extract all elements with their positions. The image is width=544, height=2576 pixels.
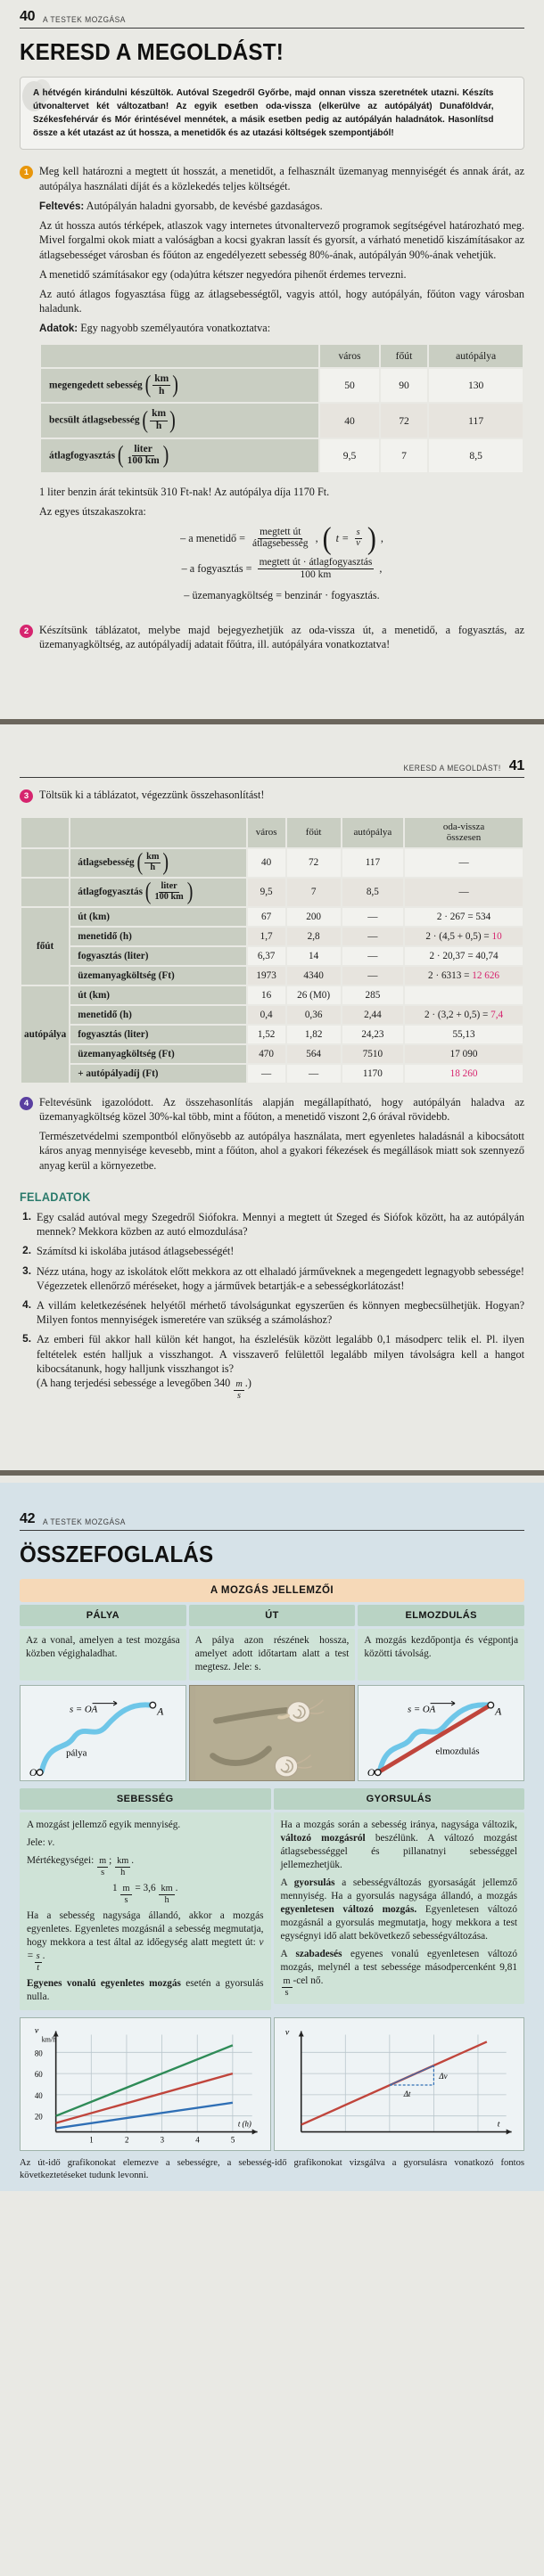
cell-value: — <box>342 908 403 926</box>
unit-km-per-h: $\frac{km}{h}$ <box>161 1884 173 1905</box>
table-row <box>41 439 523 472</box>
column-text-palya: Az a vonal, amelyen a test mozgása közben végighaladhat. <box>20 1629 186 1681</box>
g-p3-a: A <box>280 1949 296 1960</box>
cell-value: 9,5 <box>248 879 285 906</box>
row-label-menetido: menetidő (h) <box>70 1006 245 1024</box>
row-label-uzemanyagkoltseg: üzemanyagköltség (Ft) <box>70 967 245 985</box>
running-head-40 <box>20 9 524 29</box>
step-number-badge: 2 <box>20 625 33 638</box>
item-text-body: Az emberi fül akkor hall külön két hangot, ha észlelésük között legalább 0,1 másodperc telik el. Pl. ilyen feltételek estén halljuk a visszhangot. A visszaverő felülettől legalább milyen távolságra kell a hangot kibocsátanunk, hogy halljunk visszhangot is? <box>37 1333 524 1375</box>
label-vector: s = OA <box>70 1704 98 1715</box>
step-2-paragraph: Készítsünk táblázatot, melybe majd bejegyezhetjük az oda-vissza út, a menetidő, a fogyasztás, az üzemanyagköltség, az autópályadíj adatait főútra, ill. autópályára vonatkoztatva! <box>39 623 524 650</box>
column-text-elmozdulas: A mozgás kezdőpontja és végpontja közötti távolság. <box>358 1629 524 1681</box>
x-tick-1: 1 <box>89 2135 94 2145</box>
cell-value: 40 <box>320 404 378 437</box>
cell-value: — <box>342 947 403 965</box>
step-4 <box>20 1095 524 1178</box>
cell-total <box>405 986 523 1004</box>
cell-value: — <box>342 928 403 945</box>
summary-graphs <box>20 2017 524 2151</box>
cell-value: 117 <box>429 404 523 437</box>
step-4-paragraph-2: Természetvédelmi szempontból előnyösebb az autópálya használata, mert egyenletes haladásnál a kibocsátott káros anyag mennyisége kevesebb, mint a főúton, ahol a gyakori fékezések és megállások miatt sok szennyező anyag kerül a környezetbe. <box>39 1130 524 1172</box>
row-label-menetido: menetidő (h) <box>70 928 245 945</box>
item-text: Nézz utána, hogy az iskolátok előtt mekkora az ott elhaladó járműveknek a megengedett legnagyobb sebessége! Végezzetek ellenőrző méréseket, hogy a járművek betartják-e a sebességkorlátozást! <box>37 1264 524 1292</box>
cell-value: 4340 <box>287 967 341 985</box>
step-1-data-lead <box>39 321 524 335</box>
row-label-text: becsült átlagsebesség <box>49 414 140 426</box>
cell-total <box>405 947 523 965</box>
step-1 <box>20 164 524 609</box>
unit-m-per-s: $\frac{m}{s}$ <box>283 1976 291 1998</box>
cell-value: 0,4 <box>248 1006 285 1024</box>
cell-value: 285 <box>342 986 403 1004</box>
x-tick-4: 4 <box>195 2135 200 2145</box>
cell-value: 8,5 <box>429 439 523 472</box>
speed-acceleration-columns <box>20 1788 524 2010</box>
eq-mid: = 3,6 <box>135 1883 156 1894</box>
header-line-1: oda-vissza <box>442 822 485 833</box>
cell-total <box>405 1006 523 1024</box>
step-1-assumption <box>39 199 524 213</box>
list-item <box>20 1264 524 1293</box>
unit-liter-per-100km: ( $\frac{\text{liter}}{100 km}$ ) <box>117 441 169 469</box>
formula-fraction: $\frac{\text{megtett út · átlagfogyasztás}}{100 km}$ <box>259 557 373 580</box>
group-spacer-cell <box>21 879 69 906</box>
palya-diagram-svg <box>21 1686 185 1780</box>
row-label-uzemanyagkoltseg: üzemanyagköltség (Ft) <box>70 1045 245 1063</box>
units-label: Mértékegységei: <box>27 1855 97 1867</box>
g-p3-b: szabadesés <box>295 1949 342 1960</box>
cell-value: 1170 <box>342 1065 403 1083</box>
item-number: 3. <box>22 1263 31 1277</box>
cell-total <box>405 1065 523 1083</box>
column-header-varos: város <box>248 818 285 847</box>
y-axis-label: v <box>34 2025 39 2036</box>
row-label-fogyasztas: fogyasztás (liter) <box>70 1026 245 1043</box>
close-paren: ) <box>367 521 376 556</box>
g-p1-a: Ha a mozgás során a sebesség iránya, nagysága változik, <box>280 1820 517 1831</box>
cell-value: 117 <box>342 849 403 877</box>
item-text: A villám keletkezésének helyétől mérhető távolságunkat egyszerűen és könnyen megbecsülhetjük. Hogyan? Milyen fontos mennyiségek ismeretére van szükség a számoláshoz? <box>37 1298 524 1327</box>
page-title: ÖSSZEFOGLALÁS <box>20 1541 214 1568</box>
g-p2-e: Egyenletesen változó mozgásnál a gyorsulás megmutatja, hogy mekkora a test egységnyi idő alatt bekövetkező sebességváltozása. <box>280 1904 518 1942</box>
cell-value: 2,8 <box>287 928 341 945</box>
table-row <box>41 369 523 402</box>
summary-column-sebesseg <box>20 1788 271 2010</box>
table-header-row <box>41 345 523 367</box>
group-label-autopalya: autópálya <box>21 986 69 1083</box>
cell-value: 470 <box>248 1045 285 1063</box>
column-header-ut: ÚT <box>189 1605 356 1626</box>
row-label-text: átlagfogyasztás <box>78 886 143 897</box>
column-header-autopalya: autópálya <box>429 345 523 367</box>
chapter-name: A TESTEK MOZGÁSA <box>43 14 127 24</box>
page-title: KERESD A MEGOLDÁST! <box>20 38 284 65</box>
step-3 <box>20 788 524 807</box>
group-spacer-cell <box>21 849 69 877</box>
y-axis-unit: km/h <box>41 2035 57 2044</box>
cell-value: 1,52 <box>248 1026 285 1043</box>
cell-value: 6,37 <box>248 947 285 965</box>
figure-palya <box>20 1685 186 1781</box>
summary-column-ut <box>189 1605 356 1781</box>
row-label-text: átlagsebesség <box>78 856 135 868</box>
step-2 <box>20 623 524 657</box>
cell-value: — <box>405 879 523 906</box>
chapter-name: KERESD A MEGOLDÁST! <box>403 764 501 773</box>
unit-liter-per-100km: ( $\frac{\text{liter}}{100 km}$ ) <box>144 878 194 905</box>
column-header-autopalya: autópálya <box>342 818 403 847</box>
cell-value: 564 <box>287 1045 341 1063</box>
cell-value: 130 <box>429 369 523 402</box>
open-paren: ( <box>322 521 332 556</box>
path-curve <box>42 1705 151 1771</box>
figure-snail-trails-photo <box>189 1685 356 1781</box>
group-label-foul: főút <box>21 908 69 985</box>
item-note-pre: (A hang terjedési sebessége a levegőben 340 <box>37 1377 234 1390</box>
y-tick-80: 80 <box>34 2049 43 2058</box>
cell-value: 9,5 <box>320 439 378 472</box>
total-highlight: 7,4 <box>490 1009 504 1020</box>
page-42 <box>0 1483 544 2191</box>
formula-text: – üzemanyagköltség = benzinár · fogyasztás. <box>184 588 380 601</box>
g-p2-a: A <box>280 1877 294 1889</box>
data-label-rest: Egy nagyobb személyautóra vonatkoztatva: <box>78 322 271 335</box>
y-tick-20: 20 <box>34 2112 43 2122</box>
sebesseg-p5 <box>27 1977 264 2004</box>
label-a: A <box>495 1705 502 1718</box>
cell-value: 26 (M0) <box>287 986 341 1004</box>
gyorsulas-p1 <box>281 1819 518 1872</box>
cell-value: 1,82 <box>287 1026 341 1043</box>
velocity-time-graph-right <box>275 2018 524 2150</box>
g-p2-d: egyenletesen változó mozgás. <box>280 1904 417 1916</box>
fuel-price-note: 1 liter benzin árát tekintsük 310 Ft-nak! Az autópálya díja 1170 Ft. <box>39 486 330 499</box>
total-highlight: 10 <box>491 930 502 942</box>
summary-band-title: A MOZGÁS JELLEMZŐI <box>20 1579 524 1602</box>
sebesseg-units: Mértékegységei: $\frac{m}{s}$ ; $\frac{km}{h}$ . <box>27 1855 135 1877</box>
row-label-ut: út (km) <box>70 908 245 926</box>
fraction-s-over-t: $\frac{s}{t}$ <box>36 1951 40 1973</box>
total-text: 17 090 <box>449 1048 478 1059</box>
header-line-2: összesen <box>446 832 482 844</box>
gyorsulas-p3 <box>281 1948 518 1998</box>
cell-value: 8,5 <box>342 879 403 906</box>
cell-value: 14 <box>287 947 341 965</box>
symbol-label: Jele: <box>27 1837 48 1849</box>
results-table <box>20 816 524 1084</box>
formula-alt-left: t = <box>335 531 350 544</box>
table-row <box>21 1065 523 1083</box>
total-text: 2 · 20,37 = 40,74 <box>429 950 499 961</box>
cell-value: 90 <box>381 369 428 402</box>
table-row <box>41 404 523 437</box>
step-1-paragraph-1: Meg kell határozni a megtett út hosszát, a menetidőt, a felhasznált üzemanyag mennyiségét és annak árát, az autópálya használati díját és a közlekedés teljes költségét. <box>39 165 524 192</box>
item-number: 5. <box>22 1332 31 1345</box>
graph-left-container <box>20 2017 271 2151</box>
table-header-row <box>21 818 523 847</box>
g-p3-c: egyenes vonalú egyenletesen változó mozgás, melynél a test sebessége másodpercenként 9,81 <box>280 1949 517 1974</box>
point-o-marker-icon <box>37 1770 43 1776</box>
elmozdulas-diagram-svg <box>359 1686 523 1780</box>
x-axis-label: t (h) <box>237 2119 251 2129</box>
sebesseg-p5-bold: Egyenes vonalú egyenletes mozgás <box>27 1978 181 1990</box>
label-path-name: pálya <box>66 1747 87 1759</box>
cell-value: 72 <box>287 849 341 877</box>
cell-value: — <box>342 967 403 985</box>
row-label-text: átlagfogyasztás <box>49 450 116 462</box>
table-row <box>21 1026 523 1043</box>
annotation-delta-v: Δv <box>438 2072 448 2081</box>
table-corner-cell <box>21 818 69 847</box>
cell-value: 50 <box>320 369 378 402</box>
step-1-paragraph-3: A menetidő számításakor egy (oda)útra kétszer negyedóra pihenőt érdemes tervezni. <box>39 267 407 281</box>
g-p1-b: változó mozgásról <box>280 1833 366 1844</box>
row-label-atlagfogyasztas <box>41 439 318 472</box>
table-row <box>21 986 523 1004</box>
table-row <box>21 1006 523 1024</box>
total-text: 55,13 <box>452 1028 475 1040</box>
y-tick-40: 40 <box>34 2091 43 2101</box>
label-displacement-name: elmozdulás <box>435 1746 480 1757</box>
symbol-period: . <box>52 1837 55 1849</box>
unit-km-per-h: ( $\frac{km}{h}$ ) <box>144 372 178 398</box>
table-row <box>21 849 523 877</box>
item-note-post: .) <box>244 1377 251 1390</box>
sebesseg-symbol <box>27 1836 264 1850</box>
sebesseg-conversion-equation: 1 $\frac{m}{s}$ = 3,6 $\frac{km}{h}$ . <box>112 1883 178 1905</box>
intro-callout-text: A hétvégén kirándulni készültök. Autóval Szegedről Győrbe, majd onnan vissza szeretnétek utazni. Készíts útvonaltervet két változatban! Az egyik esetben oda-vissza (elkerülve az autópályát) Dunaföldvár, Székesfehérvár és Mór érintésével mennétek, a másik esetben pedig az autópályán haladnátok. Hasonlítsd össze a két utazást az út hossza, a menetidők és az utazási költségek szempontjából! <box>33 88 494 139</box>
table-row <box>21 947 523 965</box>
x-tick-5: 5 <box>230 2135 235 2145</box>
exercises-list <box>20 1210 524 1401</box>
y-tick-60: 60 <box>34 2070 43 2080</box>
cell-value: 24,23 <box>342 1026 403 1043</box>
step-4-paragraph-1: Feltevésünk igazolódott. Az összehasonlítás alapján megállapítható, hogy autópályán haladva az üzemanyagköltség közel 30%-kal több, mint a főúton, a menetidő viszont 2,6 órával rövidebb. <box>39 1095 524 1123</box>
row-label-becsult-atlagsebesseg <box>41 404 318 437</box>
page-separator <box>0 1470 544 1476</box>
formula-comma: , <box>379 562 383 576</box>
item-text <box>37 1332 524 1401</box>
total-highlight: 12 626 <box>472 969 500 981</box>
cell-value: 67 <box>248 908 285 926</box>
assumption-text: Autópályán haladni gyorsabb, de kevésbé gazdaságos. <box>84 199 323 212</box>
column-header-foul: főút <box>381 345 428 367</box>
label-a: A <box>157 1705 164 1718</box>
y-axis-label: v <box>284 2027 289 2038</box>
row-label-fogyasztas: fogyasztás (liter) <box>70 947 245 965</box>
unit-km-per-h: ( $\frac{km}{h}$ ) <box>142 406 176 434</box>
cell-value: 7 <box>287 879 341 906</box>
graph-right-container <box>274 2017 525 2151</box>
row-label-ut: út (km) <box>70 986 245 1004</box>
symbol-v: v <box>47 1837 53 1849</box>
table-row <box>21 928 523 945</box>
gyorsulas-p2 <box>281 1877 518 1943</box>
cell-value: 1973 <box>248 967 285 985</box>
list-item <box>20 1210 524 1239</box>
x-axis-label: t <box>497 2119 500 2130</box>
point-a-marker-icon <box>150 1702 156 1708</box>
x-tick-3: 3 <box>160 2135 165 2145</box>
unit-m-per-s: $\frac{m}{s}$ <box>122 1884 130 1905</box>
formula-fraction: $\frac{\text{megtett út}}{\text{átlagsebesség}}$ <box>251 526 309 550</box>
table-row <box>21 1045 523 1063</box>
cell-value: 40 <box>248 849 285 877</box>
g-p2-c: a sebességváltozás gyorsaságát jellemző mennyiség. Ha a gyorsulás nagysága állandó, a mozgás <box>280 1877 518 1902</box>
annotation-delta-t: Δt <box>403 2089 410 2099</box>
total-text: 2 · 267 = 534 <box>436 911 491 922</box>
formula-comma: , <box>380 531 383 544</box>
formula-comma: , <box>315 531 318 544</box>
cell-total <box>405 928 523 945</box>
unit-m-per-s: $\frac{m}{s}$ <box>235 1379 243 1401</box>
step-3-paragraph: Töltsük ki a táblázatot, végezzünk összehasonlítást! <box>39 788 265 801</box>
parameters-table <box>39 343 524 474</box>
row-label-autopalyadij: + autópályadíj (Ft) <box>70 1065 245 1083</box>
step-1-paragraph-4: Az autó átlagos fogyasztása függ az átlagsebességtől, vagyis attól, hogy autópályán, főúton vagy városban haladunk. <box>39 288 524 315</box>
unit-m-per-s: $\frac{m}{s}$ <box>99 1856 107 1877</box>
list-item <box>20 1298 524 1327</box>
column-header-sebesseg: SEBESSÉG <box>20 1788 271 1810</box>
cell-value: — <box>287 1065 341 1083</box>
summary-column-gyorsulas <box>274 1788 525 2010</box>
column-header-palya: PÁLYA <box>20 1605 186 1626</box>
g-p2-b: gyorsulás <box>293 1877 335 1889</box>
sebesseg-p4-text: Ha a sebesség nagysága állandó, akkor a mozgás egyenletes. Egyenletes mozgásnál a sebesség megmutatja, hogy mekkora a test által az időegység alatt megtett út: <box>27 1910 264 1949</box>
summary-column-palya <box>20 1605 186 1781</box>
displacement-vector <box>380 1706 490 1772</box>
cell-value: 0,36 <box>287 1006 341 1024</box>
formula-travel-time <box>39 521 524 556</box>
cell-total <box>405 1026 523 1043</box>
step-number-badge: 1 <box>20 166 33 179</box>
formula-alt-fraction: $\frac{s}{v}$ <box>356 527 360 549</box>
table-row <box>21 879 523 906</box>
cell-value: 200 <box>287 908 341 926</box>
cell-total <box>405 967 523 985</box>
cell-value: — <box>248 1065 285 1083</box>
sebesseg-p5-rest: esetén a gyorsulás nulla. <box>27 1978 264 2003</box>
item-text: Számítsd ki iskolába jutásod átlagsebességét! <box>37 1245 235 1258</box>
formula-label: – a menetidő = <box>180 531 245 544</box>
intro-callout <box>20 77 524 150</box>
point-a-marker-icon <box>488 1702 494 1708</box>
unit-km-per-h: $\frac{km}{h}$ <box>117 1856 129 1877</box>
table-corner-cell <box>41 345 318 367</box>
column-header-elmozdulas: ELMOZDULÁS <box>358 1605 524 1626</box>
sebesseg-body <box>20 1812 271 2010</box>
cell-value: — <box>405 849 523 877</box>
summary-columns <box>20 1605 524 1781</box>
folio-number: 40 <box>20 9 36 24</box>
eq-left: 1 <box>112 1883 118 1894</box>
list-item <box>20 1244 524 1258</box>
formula-consumption <box>39 558 524 580</box>
summary-footnote: Az út-idő grafikonokat elemezve a sebességre, a sebesség-idő grafikonokat vizsgálva a gyorsulásra vonatkozó fontos következtetéseket tudunk levonni. <box>20 2158 524 2180</box>
point-o-marker-icon <box>375 1770 382 1776</box>
snail-photo-svg <box>190 1686 355 1780</box>
step-number-badge: 4 <box>20 1097 33 1110</box>
chapter-name: A TESTEK MOZGÁSA <box>43 1517 127 1526</box>
cell-value: 16 <box>248 986 285 1004</box>
cell-value: 1,7 <box>248 928 285 945</box>
total-text: 2 · (4,5 + 0,5) = <box>425 930 492 942</box>
exercises-heading: FELADATOK <box>20 1190 91 1204</box>
data-label: Adatok: <box>39 323 78 335</box>
cell-total <box>405 1045 523 1063</box>
column-header-varos: város <box>320 345 378 367</box>
assumption-label: Feltevés: <box>39 200 85 212</box>
step-number-badge: 3 <box>20 789 33 803</box>
running-head-42 <box>20 1511 524 1531</box>
cell-total <box>405 908 523 926</box>
row-label-atlagsebesseg <box>70 849 245 877</box>
unit-km-per-h: ( $\frac{km}{h}$ ) <box>136 848 169 876</box>
step-1-paragraph-2: Az út hossza autós térképek, atlaszok vagy internetes útvonaltervező programok segítségével határozható meg. Mivel forgalmi okok miatt a valóságban a kocsi gyakran lassít és gyorsít, a várható menetidő kiszámításakor az átlagsebességet városban és főúton az engedélyezett sebesség 80%-ának, autópályán 90%-ának vehetjük. <box>39 219 524 261</box>
label-vector: s = OA <box>408 1704 436 1715</box>
item-text: Egy család autóval megy Szegedről Siófokra. Mennyi a megtett út Szeged és Siófok között, ha az autópályán mennek? Mekkora közben az autó elmozdulása? <box>37 1210 524 1239</box>
formula-fuel-cost <box>39 589 524 602</box>
velocity-time-graph-left <box>21 2018 270 2150</box>
table-row <box>21 908 523 926</box>
row-label-text: megengedett sebesség <box>49 380 143 391</box>
sebesseg-p1: A mozgást jellemző egyik mennyiség. <box>27 1820 181 1831</box>
gyorsulas-body <box>274 1812 525 2004</box>
cell-value: 72 <box>381 404 428 437</box>
item-number: 1. <box>22 1209 31 1223</box>
column-text-ut: A pálya azon részének hossza, amelyet adott időtartam alatt a test megtesz. Jele: s. <box>189 1629 356 1681</box>
folio-number: 41 <box>508 757 524 773</box>
cell-value: 7 <box>381 439 428 472</box>
graph-bg <box>275 2019 524 2150</box>
column-header-oda-vissza-osszesen <box>405 818 523 847</box>
cell-value: 7510 <box>342 1045 403 1063</box>
x-tick-2: 2 <box>124 2135 129 2145</box>
item-number: 4. <box>22 1297 31 1311</box>
table-corner-cell <box>70 818 245 847</box>
total-text: 2 · (3,2 + 0,5) = <box>424 1009 491 1020</box>
figure-elmozdulas <box>358 1685 524 1781</box>
page-40 <box>0 0 544 730</box>
photo-background <box>195 1686 350 1780</box>
column-header-gyorsulas: GYORSULÁS <box>274 1788 525 1810</box>
label-o: O <box>367 1767 375 1779</box>
g-p1-c: beszélünk. A változó mozgást átlagsebességgel és pillanatnyi sebességgel jellemezhetjük. <box>280 1833 517 1871</box>
cell-value: 2,44 <box>342 1006 403 1024</box>
sebesseg-p4: Ha a sebesség nagysága állandó, akkor a mozgás egyenletes. Egyenletes mozgásnál a sebesség megmutatja, hogy mekkora a test által az időegység alatt megtett út: v = $\frac{s}{t}$ . <box>27 1910 264 1973</box>
column-header-foul: főút <box>287 818 341 847</box>
summary-column-elmozdulas <box>358 1605 524 1781</box>
running-head-41 <box>20 758 524 778</box>
row-label-megengedett-sebesseg <box>41 369 318 402</box>
row-label-atlagfogyasztas <box>70 879 245 906</box>
list-item <box>20 1332 524 1401</box>
folio-number: 42 <box>20 1511 36 1527</box>
eq-v-equals: v = <box>27 1937 264 1962</box>
formula-label: – a fogyasztás = <box>181 562 252 576</box>
sections-lead: Az egyes útszakaszokra: <box>39 505 146 519</box>
label-o: O <box>29 1767 37 1779</box>
page-41 <box>0 730 544 1483</box>
total-highlight: 18 260 <box>449 1067 478 1079</box>
table-row <box>21 967 523 985</box>
page-separator <box>0 719 544 724</box>
g-p3-d: -cel nő. <box>293 1975 324 1987</box>
item-number: 2. <box>22 1244 31 1257</box>
total-text: 2 · 6313 = <box>428 969 473 981</box>
